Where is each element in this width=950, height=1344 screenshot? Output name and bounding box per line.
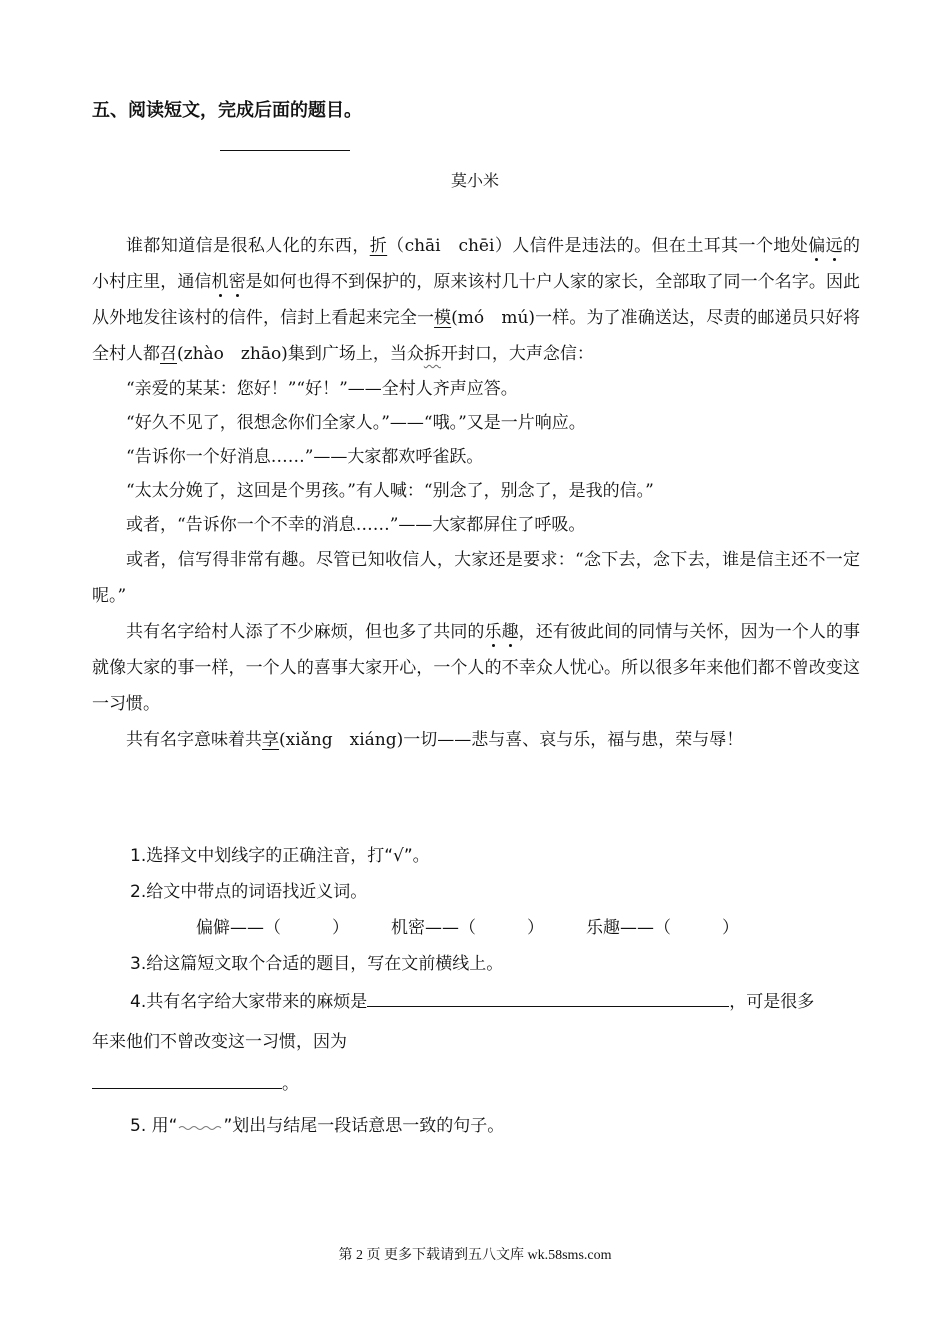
passage-paragraph-2: 或者，信写得非常有趣。尽管已知收信人，大家还是要求：“念下去，念下去，谁是信主还不一定呢。”: [92, 550, 860, 606]
page-footer: 第 2 页 更多下载请到五八文库 wk.58sms.com: [338, 1248, 612, 1263]
section-title: 五、阅读短文，完成后面的题目。: [92, 100, 362, 121]
synonym-item-lequ[interactable]: 乐趣——（ ）: [586, 918, 739, 938]
synonym-answer-row: [92, 910, 860, 946]
question-4-continued: 年来他们不曾改变这一习惯，因为: [92, 1032, 347, 1052]
underlined-char-mo: 模: [434, 308, 452, 328]
question-4-blank-line: 。: [92, 1064, 860, 1102]
dialogue-line-5: 或者，“告诉你一个不幸的消息……”——大家都屏住了呼吸。: [126, 515, 586, 535]
question-list: [92, 838, 860, 1144]
question-4: 4.共有名字给大家带来的麻烦是 ，可是很多: [92, 982, 860, 1020]
synonym-item-pianpi[interactable]: 偏僻——（ ）: [196, 918, 349, 938]
question-5: 5. 用“ ”划出与结尾一段话意思一致的句子。: [92, 1108, 860, 1144]
dialogue-line-2: “好久不见了，很想念你们全家人。”——“哦。”又是一片响应。: [126, 413, 586, 433]
answer-blank-trouble[interactable]: [367, 982, 729, 1007]
passage-paragraph-4: 共有名字意味着共享(xiǎng xiáng)一切——悲与喜、哀与乐，福与患，荣与辱！: [126, 730, 744, 750]
question-2: 2.给文中带点的词语找近义词。: [130, 882, 368, 902]
passage-paragraph-1: 谁都知道信是很私人化的东西，折（chāi chēi）人信件是违法的。但在土耳其一个地处偏远的小村庄里，通信机密是如何也得不到保护的，原来该村几十户人家的家长，全部取了同一个名字。因此从外地发往该村的信件，信封上看起来完全一模(mó mú)一样。为了准确送达，尽责的邮递员只好将全村人都召(zhào zhāo)集到广场上，当众拆开封口，大声念信：: [92, 236, 861, 364]
wavy-char-chai: 拆: [423, 344, 441, 364]
answer-blank-reason[interactable]: [92, 1064, 282, 1089]
passage-paragraph-3: 共有名字给村人添了不少麻烦，但也多了共同的乐趣，还有彼此间的同情与关怀，因为一个人的事就像大家的事一样，一个人的喜事大家开心，一个人的不幸众人忧心。所以很多年来他们都不曾改变这一习惯。: [92, 622, 861, 714]
dotted-char-mi: 密: [228, 272, 246, 292]
underlined-char-chai: 折: [369, 236, 388, 256]
dotted-char-qu: 趣: [501, 622, 519, 642]
dotted-char-pian: 偏: [808, 236, 826, 256]
synonym-item-jimi[interactable]: 机密——（ ）: [391, 918, 544, 938]
dialogue-line-1: “亲爱的某某：您好！”“好！”——全村人齐声应答。: [126, 379, 518, 399]
underlined-char-xiang: 享: [262, 730, 279, 750]
title-answer-line[interactable]: [220, 150, 350, 151]
question-3: 3.给这篇短文取个合适的题目，写在文前横线上。: [130, 954, 504, 974]
author-name: 莫小米: [450, 171, 499, 190]
question-1: 1.选择文中划线字的正确注音，打“√”。: [130, 846, 430, 866]
underlined-char-zhao: 召: [160, 344, 177, 364]
dotted-char-le: 乐: [484, 622, 502, 642]
reading-passage: [92, 228, 860, 758]
dialogue-line-3: “告诉你一个好消息……”——大家都欢呼雀跃。: [126, 447, 484, 467]
dialogue-line-4: “太太分娩了，这回是个男孩。”有人喊：“别念了，别念了，是我的信。”: [126, 481, 654, 501]
dotted-char-yuan: 远: [825, 236, 844, 256]
dotted-char-ji: 机: [211, 272, 229, 292]
wavy-line-sample-icon: [177, 1113, 223, 1131]
